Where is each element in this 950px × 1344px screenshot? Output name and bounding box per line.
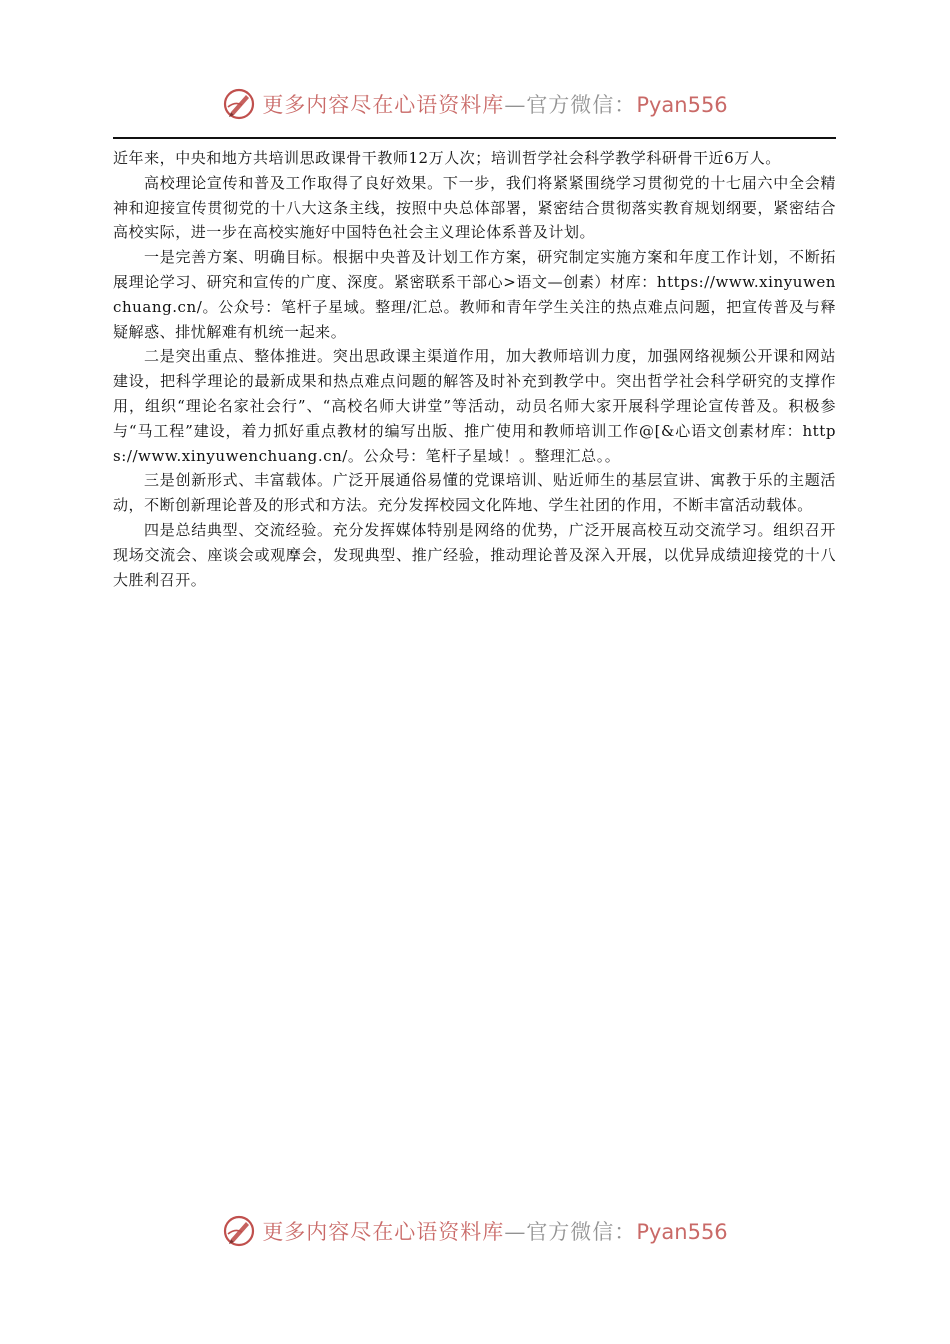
pen-logo-icon <box>222 1214 256 1248</box>
banner-prefix: 更多内容尽在心语资料库 <box>262 93 505 117</box>
banner-text <box>262 1216 727 1246</box>
banner-wechat-id: Pyan556 <box>636 93 728 117</box>
paragraph-1: 近年来，中央和地方共培训思政课骨干教师12万人次；培训哲学社会科学教学科研骨干近6万人。 <box>113 149 781 167</box>
banner-text <box>262 89 727 119</box>
paragraph-6: 四是总结典型、交流经验。充分发挥媒体特别是网络的优势，广泛开展高校互动交流学习。组织召开现场交流会、座谈会或观摩会，发现典型、推广经验，推动理论普及深入开展，以优异成绩迎接党的十八大胜利召开。 <box>113 520 836 589</box>
document-body <box>113 146 836 592</box>
banner-wechat-label: 官方微信： <box>526 93 637 117</box>
banner-separator: — <box>504 93 527 117</box>
banner-wechat-id: Pyan556 <box>636 1220 728 1244</box>
paragraph-5: 三是创新形式、丰富载体。广泛开展通俗易懂的党课培训、贴近师生的基层宣讲、寓教于乐的主题活动，不断创新理论普及的形式和方法。充分发挥校园文化阵地、学生社团的作用，不断丰富活动载体。 <box>113 471 836 515</box>
banner-separator: — <box>504 1220 527 1244</box>
paragraph-4: 二是突出重点、整体推进。突出思政课主渠道作用，加大教师培训力度，加强网络视频公开课和网站建设，把科学理论的最新成果和热点难点问题的解答及时补充到教学中。突出哲学社会科学研究的支撑作用，组织“理论名家社会行”、“高校名师大讲堂”等活动，动员名师大家开展科学理论宣传普及。积极参与“马工程”建设，着力抓好重点教材的编写出版、推广使用和教师培训工作@[&心语文创素材库：https://www.xinyuwenchuang.cn/。公众号：笔杆子星域！。整理汇总。。 <box>113 347 836 465</box>
header-banner <box>0 84 950 124</box>
banner-prefix: 更多内容尽在心语资料库 <box>262 1220 505 1244</box>
paragraph-2: 高校理论宣传和普及工作取得了良好效果。下一步，我们将紧紧围绕学习贯彻党的十七届六中全会精神和迎接宣传贯彻党的十八大这条主线，按照中央总体部署，紧密结合贯彻落实教育规划纲要，紧密结合高校实际，进一步在高校实施好中国特色社会主义理论体系普及计划。 <box>113 173 836 242</box>
footer-banner <box>0 1211 950 1251</box>
paragraph-3: 一是完善方案、明确目标。根据中央普及计划工作方案，研究制定实施方案和年度工作计划，不断拓展理论学习、研究和宣传的广度、深度。紧密联系干部心>语文—创素）材库：https://www.xinyuwenchuang.cn/。公众号：笔杆子星域。整理/汇总。教师和青年学生关注的热点难点问题，把宣传普及与释疑解惑、排忧解难有机统一起来。 <box>113 248 836 341</box>
pen-logo-icon <box>222 87 256 121</box>
banner-wechat-label: 官方微信： <box>526 1220 637 1244</box>
header-rule <box>113 137 836 139</box>
